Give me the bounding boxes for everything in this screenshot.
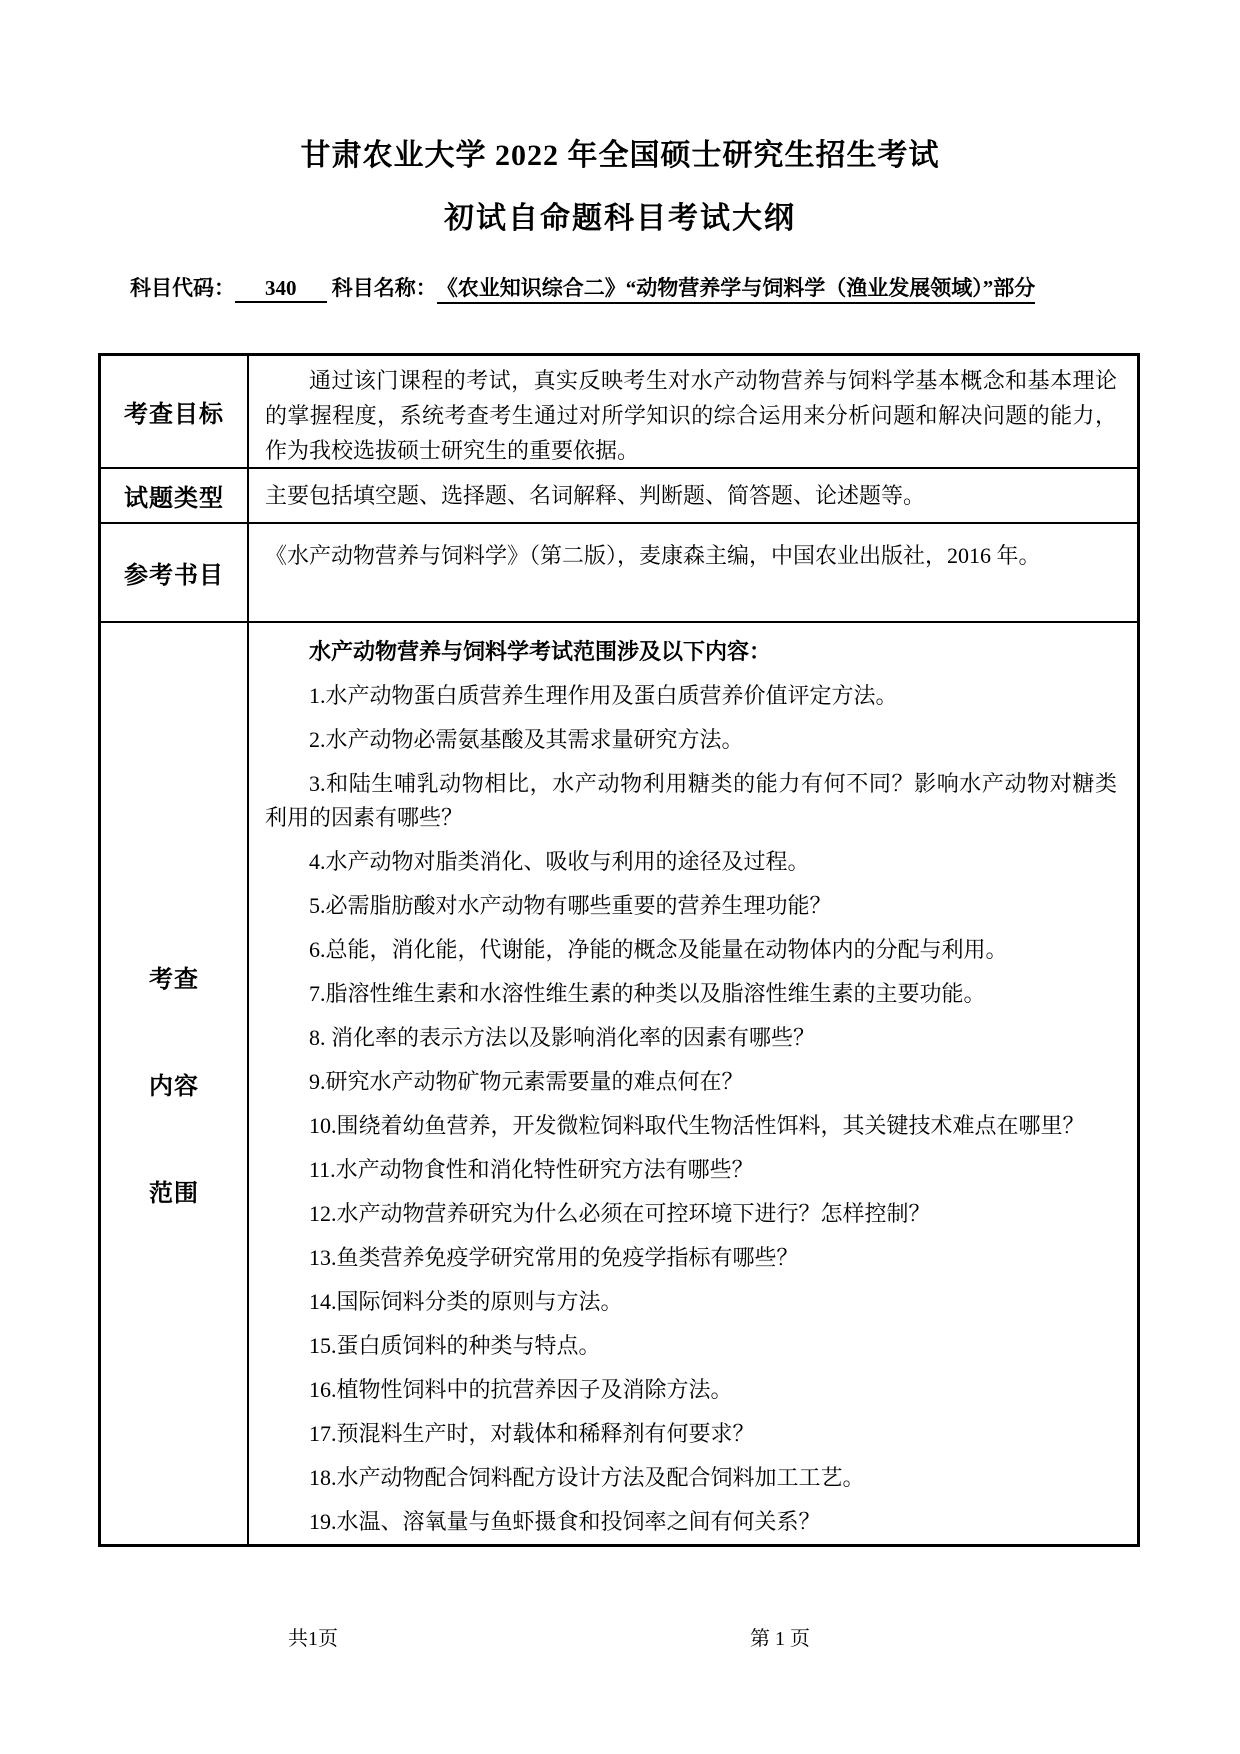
scope-item: 9.研究水产动物矿物元素需要量的难点何在？: [309, 1069, 744, 1094]
subject-name-value: 《农业知识综合二》“动物营养学与饲料学（渔业发展领域）”部分: [437, 272, 1036, 304]
scope-label-line-3: 范围: [149, 1181, 199, 1207]
footer-page-number: 第 1 页: [750, 1628, 810, 1650]
scope-heading: 水产动物营养与饲料学考试范围涉及以下内容：: [309, 639, 772, 664]
scope-item: 15.蛋白质饲料的种类与特点。: [309, 1333, 601, 1358]
row-label-question-types: 试题类型: [101, 469, 249, 522]
scope-item: 10.围绕着幼鱼营养，开发微粒饲料取代生物活性饵料，其关键技术难点在哪里？: [309, 1113, 1085, 1138]
scope-item: 6.总能，消化能，代谢能，净能的概念及能量在动物体内的分配与利用。: [309, 937, 1008, 962]
scope-item: 18.水产动物配合饲料配方设计方法及配合饲料加工工艺。: [309, 1465, 865, 1490]
table-row-question-types: [101, 469, 1137, 524]
scope-item: 1.水产动物蛋白质营养生理作用及蛋白质营养价值评定方法。: [309, 683, 898, 708]
row-label-scope: [101, 623, 249, 1544]
row-label-goal: 考查目标: [101, 356, 249, 467]
scope-item: 16.植物性饲料中的抗营养因子及消除方法。: [309, 1377, 733, 1402]
subject-line: [130, 272, 1035, 304]
scope-item: 2.水产动物必需氨基酸及其需求量研究方法。: [309, 727, 744, 752]
scope-item: 13.鱼类营养免疫学研究常用的免疫学指标有哪些？: [309, 1245, 799, 1270]
scope-label-line-1: 考查: [149, 967, 199, 993]
scope-item: 11.水产动物食性和消化特性研究方法有哪些？: [309, 1157, 754, 1182]
page-subtitle: 初试自命题科目考试大纲: [444, 202, 796, 235]
scope-item: 7.脂溶性维生素和水溶性维生素的种类以及脂溶性维生素的主要功能。: [309, 981, 986, 1006]
subject-code-value: 340: [235, 276, 327, 303]
footer-page-count: 共1页: [288, 1628, 338, 1650]
table-row-reference-books: [101, 524, 1137, 623]
row-content-question-types: [249, 469, 1137, 522]
scope-item: 4.水产动物对脂类消化、吸收与利用的途径及过程。: [309, 849, 810, 874]
table-row-scope: [101, 623, 1137, 1544]
question-types-text: 主要包括填空题、选择题、名词解释、判断题、简答题、论述题等。: [265, 483, 926, 508]
scope-item: 12.水产动物营养研究为什么必须在可控环境下进行？怎样控制？: [309, 1201, 931, 1226]
page-title: 甘肃农业大学 2022 年全国硕士研究生招生考试: [300, 139, 940, 172]
scope-label-line-2: 内容: [149, 1074, 199, 1100]
row-content-reference-books: 《水产动物营养与饲料学》（第二版），麦康森主编，中国农业出版社，2016 年。: [265, 543, 1041, 568]
scope-item: 8. 消化率的表示方法以及影响消化率的因素有哪些？: [309, 1025, 816, 1050]
subject-name-label: 科目名称：: [331, 276, 437, 300]
scope-item: 14.国际饲料分类的原则与方法。: [309, 1289, 623, 1314]
subject-code-label: 科目代码：: [130, 276, 235, 300]
row-content-goal: 通过该门课程的考试，真实反映考生对水产动物营养与饲料学基本概念和基本理论的掌握程度，系统考查考生通过对所学知识的综合运用来分析问题和解决问题的能力，作为我校选拔硕士研究生的重要依据。: [265, 368, 1117, 463]
scope-item: 17.预混料生产时，对载体和稀释剂有何要求？: [309, 1421, 755, 1446]
row-content-scope: [249, 623, 1137, 1544]
scope-item: 19.水温、溶氧量与鱼虾摄食和投饲率之间有何关系？: [309, 1509, 821, 1534]
exam-outline-table: [98, 353, 1140, 1547]
table-row-goal: [101, 356, 1137, 469]
scope-item: 3.和陆生哺乳动物相比，水产动物利用糖类的能力有何不同？影响水产动物对糖类利用的因素有哪些？: [265, 771, 1117, 830]
scope-item: 5.必需脂肪酸对水产动物有哪些重要的营养生理功能？: [309, 893, 832, 918]
row-label-reference-books: 参考书目: [101, 524, 249, 621]
